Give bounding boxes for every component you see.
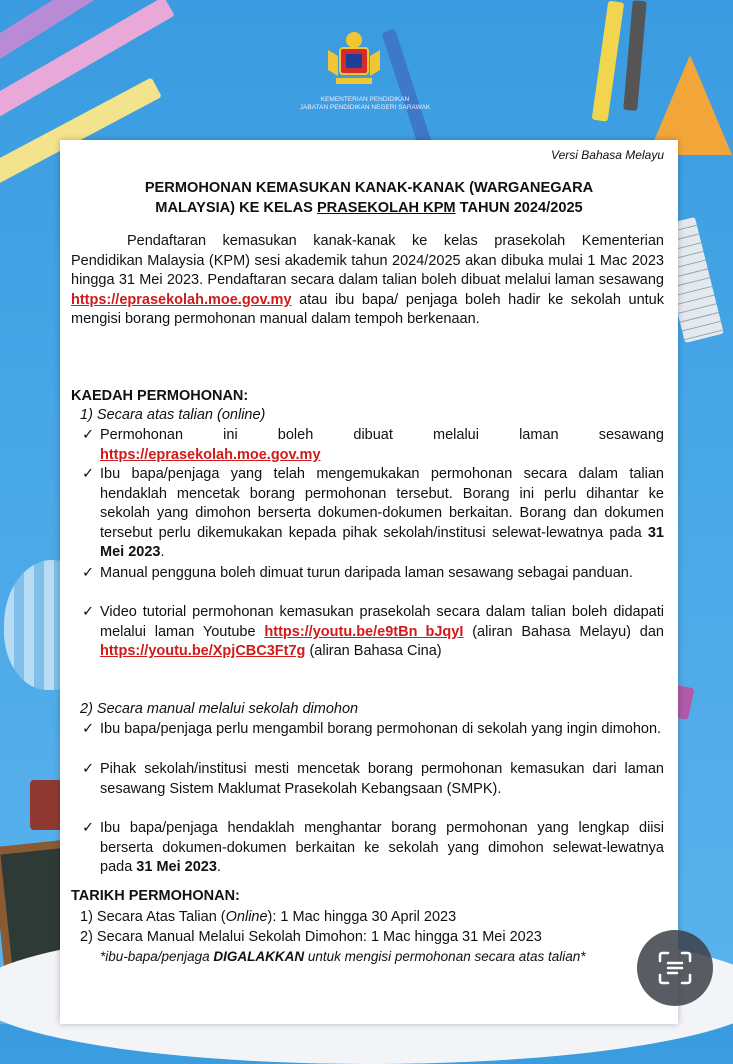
coat-of-arms-icon bbox=[322, 30, 386, 90]
announcement-document bbox=[60, 140, 678, 1024]
decorative-pencil bbox=[592, 1, 625, 122]
encouragement-note: *ibu-bapa/penjaga DIGALAKKAN untuk mengisi permohonan secara atas talian* bbox=[100, 949, 586, 964]
list-item: ✓ Pihak sekolah/institusi mesti mencetak borang permohonan kemasukan dari laman sesawang Sistem Maklumat Prasekolah Kebangsaan (SMPK). bbox=[82, 760, 664, 799]
eprasekolah-link[interactable]: https://eprasekolah.moe.gov.my bbox=[100, 446, 321, 463]
scan-text-icon bbox=[658, 951, 692, 985]
document-title: PERMOHONAN KEMASUKAN KANAK-KANAK (WARGANEGARA MALAYSIA) KE KELAS PRASEKOLAH KPM TAHUN 2024/2025 bbox=[144, 180, 594, 216]
list-item: ✓ Ibu bapa/penjaga yang telah mengemukakan permohonan secara dalam talian hendaklah mencetak borang permohonan tersebut. Borang ini perlu dihantar ke sekolah yang dimohon berserta dokumen-dokumen berkaitan. Borang dan dokumen tersebut perlu dikemukakan kepada pihak sekolah/institusi selewat-lewatnya pada 31 Mei 2023. bbox=[82, 465, 664, 563]
version-label: Versi Bahasa Melayu bbox=[551, 148, 664, 162]
eprasekolah-link[interactable]: https://eprasekolah.moe.gov.my bbox=[71, 291, 292, 308]
youtube-link-bm[interactable]: https://youtu.be/e9tBn_bJqyI bbox=[264, 623, 464, 640]
list-item: ✓ Video tutorial permohonan kemasukan prasekolah secara dalam talian boleh didapati melalui laman Youtube https://youtu.be/e9tBn_bJqyI (aliran Bahasa Melayu) dan https://youtu.be/XpjCBC3Ft7g (aliran Bahasa Cina) bbox=[82, 603, 664, 662]
list-item: ✓ Manual pengguna boleh dimuat turun daripada laman sesawang sebagai panduan. bbox=[82, 564, 664, 584]
decorative-pencil bbox=[381, 29, 431, 147]
tarikh-online: 1) Secara Atas Talian (Online): 1 Mac hingga 30 April 2023 bbox=[80, 909, 457, 925]
ministry-label: KEMENTERIAN PENDIDIKAN JABATAN PENDIDIKAN NEGERI SARAWAK bbox=[299, 96, 431, 112]
online-subheading: 1) Secara atas talian (online) bbox=[80, 407, 266, 423]
scan-text-button[interactable] bbox=[637, 930, 713, 1006]
kaedah-heading: KAEDAH PERMOHONAN: bbox=[71, 388, 249, 404]
list-item: ✓ Permohonan ini boleh dibuat melalui laman sesawang https://eprasekolah.moe.gov.my bbox=[82, 426, 664, 465]
tarikh-heading: TARIKH PERMOHONAN: bbox=[71, 888, 240, 904]
manual-subheading: 2) Secara manual melalui sekolah dimohon bbox=[80, 701, 359, 717]
list-item: ✓ Ibu bapa/penjaga hendaklah menghantar borang permohonan yang lengkap diisi berserta dokumen-dokumen berkaitan ke sekolah yang dimohon selewat-lewatnya pada 31 Mei 2023. bbox=[82, 819, 664, 878]
list-item: ✓ Ibu bapa/penjaga perlu mengambil borang permohonan di sekolah yang ingin dimohon. bbox=[82, 720, 664, 740]
decorative-pencil bbox=[623, 0, 647, 111]
tarikh-manual: 2) Secara Manual Melalui Sekolah Dimohon: 1 Mac hingga 31 Mei 2023 bbox=[80, 929, 542, 945]
youtube-link-bc[interactable]: https://youtu.be/XpjCBC3Ft7g bbox=[100, 643, 306, 660]
intro-paragraph: Pendaftaran kemasukan kanak-kanak ke kelas prasekolah Kementerian Pendidikan Malaysia (KPM) sesi akademik tahun 2024/2025 akan dibuka mulai 1 Mac 2023 hingga 31 Mei 2023. Pendaftaran secara dalam talian boleh dibuat melalui laman sesawang https://eprasekolah.moe.gov.my atau ibu bapa/ penjaga boleh hadir ke sekolah untuk mengisi borang permohonan manual dalam tempoh berkenaan. bbox=[71, 233, 664, 328]
